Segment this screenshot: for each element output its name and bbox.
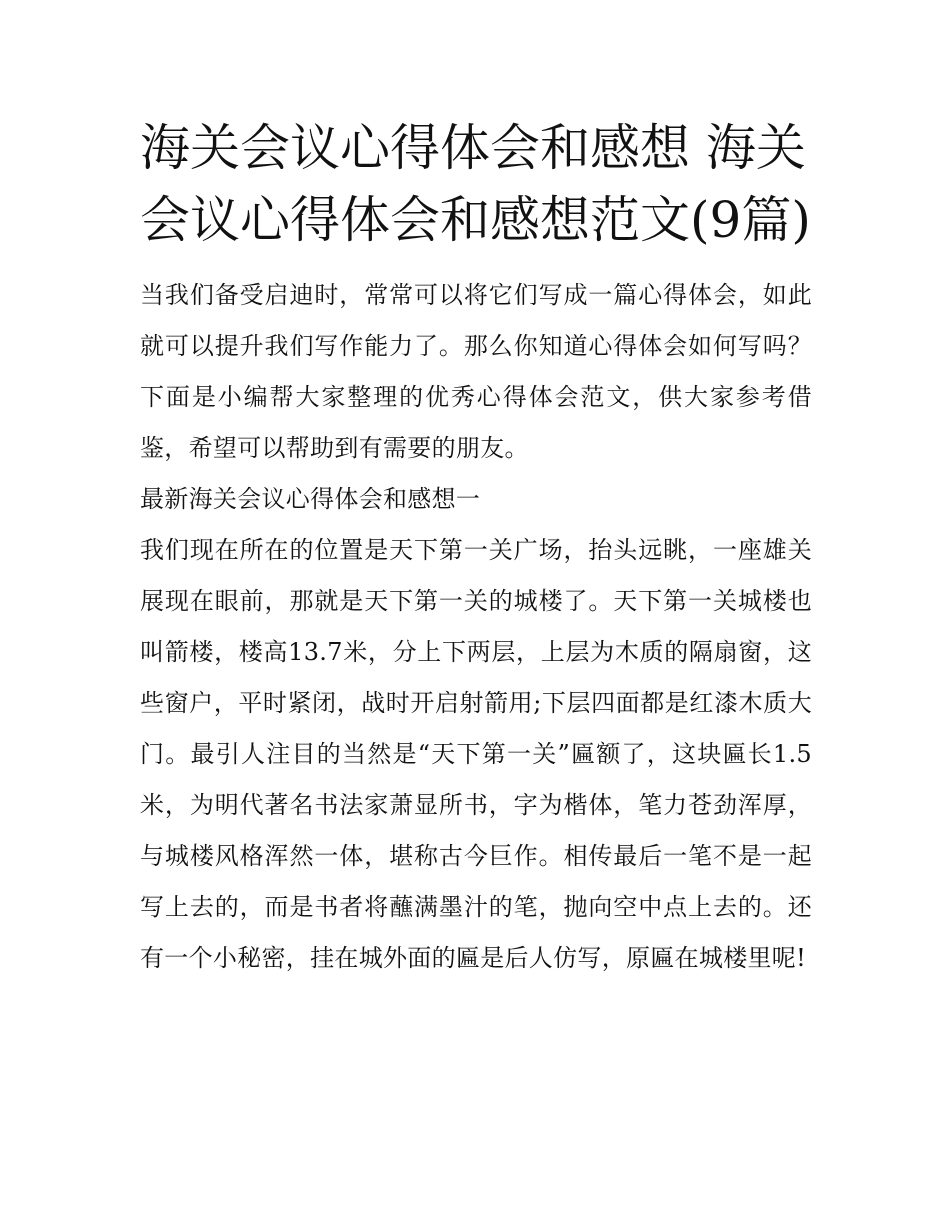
section-heading: 最新海关会议心得体会和感想一 [140,485,481,513]
body-paragraph: 我们现在所在的位置是天下第一关广场，抬头远眺，一座雄关展现在眼前，那就是天下第一关的城楼了。天下第一关城楼也叫箭楼，楼高13.7米，分上下两层，上层为木质的隔扇窗，这些窗户，平时紧闭，战时开启射箭用;下层四面都是红漆木质大门。最引人注目的当然是“天下第一关”匾额了，这块匾长1.5米，为明代著名书法家萧显所书，字为楷体，笔力苍劲浑厚，与城楼风格浑然一体，堪称古今巨作。相传最后一笔不是一起写上去的，而是书者将蘸满墨汁的笔，抛向空中点上去的。还有一个小秘密，挂在城外面的匾是后人仿写，原匾在城楼里呢! [140,536,812,972]
intro-paragraph: 当我们备受启迪时，常常可以将它们写成一篇心得体会，如此就可以提升我们写作能力了。那么你知道心得体会如何写吗？下面是小编帮大家整理的优秀心得体会范文，供大家参考借鉴，希望可以帮助到有需要的朋友。 [140,281,812,462]
document-content [140,112,812,984]
document-title: 海关会议心得体会和感想 海关会议心得体会和感想范文(9篇) [140,119,811,249]
